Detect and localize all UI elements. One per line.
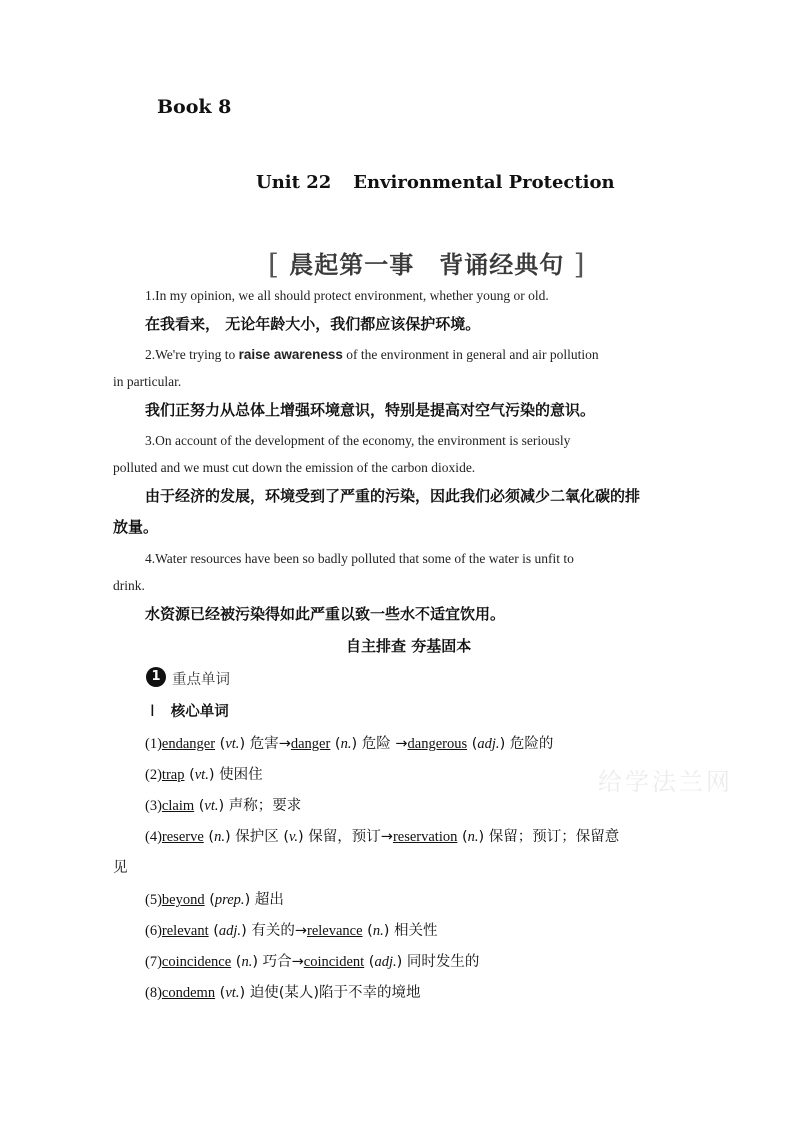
- vocab-word: claim: [161, 798, 195, 814]
- vocab-pos-2: n.: [467, 829, 479, 845]
- sentence-4-zh: 水资源已经被污染得如此严重以致一些水不适宜饮用。: [145, 605, 506, 623]
- section-title: 自主排查 夯基固本: [346, 637, 472, 655]
- unit-number: Unit 22: [256, 172, 332, 193]
- vocab-word-2: reservation: [392, 829, 458, 845]
- vocab-index: (7): [145, 954, 162, 970]
- vocab-meaning: 使困住: [219, 767, 263, 783]
- vocab-meaning: 有关的→: [251, 923, 307, 939]
- vocab-meaning: 迫使(某人)陷于不幸的境地: [249, 985, 421, 1001]
- sentence-3: [113, 427, 673, 543]
- vocab-meaning: 危害→: [249, 736, 291, 752]
- vocab-item-8: (8)condemn (vt.) 迫使(某人)陷于不幸的境地: [145, 985, 421, 1001]
- sentence-4-en-cont: drink.: [113, 578, 145, 593]
- sentence-2-en-pre: 2.We're trying to: [145, 347, 239, 362]
- vocab-item-2: (2)trap (vt.) 使困住: [145, 767, 263, 783]
- banner-bracket-open: [: [268, 248, 280, 281]
- banner-bracket-close: ]: [573, 248, 586, 281]
- sentence-4: [113, 545, 673, 630]
- vocab-pos: adj.: [218, 923, 242, 939]
- vocab-meaning-3: 危险的: [509, 736, 554, 752]
- subsection-label: 核心单词: [170, 704, 229, 720]
- sentence-2-en-post: of the environment in general and air pollution: [342, 347, 599, 362]
- vocab-item-3: (3)claim (vt.) 声称；要求: [145, 798, 302, 814]
- vocab-word-2: danger: [290, 736, 331, 752]
- badge-label: 重点单词: [172, 672, 230, 688]
- vocab-pos: n.: [214, 829, 225, 845]
- vocab-pos: vt.: [225, 985, 240, 1001]
- vocab-item-7: (7)coincidence (n.) 巧合→coincident (adj.) 同时发生的: [145, 954, 480, 970]
- sentence-3-en: 3.On account of the development of the economy, the environment is seriously: [145, 433, 571, 448]
- vocab-pos-2: n.: [372, 923, 384, 939]
- vocab-meaning-2: 危险 →: [361, 736, 408, 752]
- vocab-word-3: dangerous: [407, 736, 468, 752]
- unit-heading: [256, 172, 615, 193]
- vocab-item-4-cont: 见: [113, 860, 128, 876]
- vocab-word: relevant: [161, 923, 209, 939]
- subsection-heading: [150, 700, 229, 721]
- vocab-word-2: relevance: [307, 923, 363, 939]
- unit-title: Environmental Protection: [353, 172, 615, 193]
- vocab-item-6: (6)relevant (adj.) 有关的→relevance (n.) 相关性: [145, 923, 438, 939]
- vocab-item-1: (1)endanger (vt.) 危害→danger (n.) 危险 →dangerous (adj.) 危险的: [145, 736, 554, 752]
- sentence-3-en-cont: polluted and we must cut down the emission of the carbon dioxide.: [113, 460, 476, 475]
- sentence-2-en-cont: in particular.: [113, 374, 182, 389]
- sentence-1: [113, 282, 673, 340]
- vocab-item-5: (5)beyond (prep.) 超出: [145, 892, 284, 908]
- sentence-3-zh: 由于经济的发展，环境受到了严重的污染，因此我们必须减少二氧化碳的排: [145, 487, 641, 505]
- vocab-meaning-2: 同时发生的: [406, 954, 480, 970]
- vocab-pos-b: v.: [289, 829, 298, 845]
- subsection-numeral: Ⅰ: [150, 703, 155, 720]
- vocab-word: condemn: [161, 985, 216, 1001]
- vocab-pos: vt.: [194, 767, 209, 783]
- badge-number: 1: [146, 667, 166, 687]
- section-banner: [268, 245, 586, 280]
- vocab-item-4: (4)reserve (n.) 保护区 (v.) 保留，预订→reservation (n.) 保留；预订；保留意: [145, 829, 620, 845]
- sentence-1-zh: 在我看来， 无论年龄大小，我们都应该保护环境。: [145, 315, 481, 333]
- vocab-word: beyond: [161, 892, 205, 908]
- vocab-meaning-b: 保留，预订→: [308, 829, 393, 845]
- vocab-pos-2: n.: [340, 736, 352, 752]
- vocab-pos: n.: [241, 954, 253, 970]
- vocab-index: (8): [145, 985, 162, 1001]
- sentence-2-en-bold: raise awareness: [238, 347, 343, 362]
- vocab-pos: vt.: [225, 736, 240, 752]
- vocab-pos: prep.: [214, 892, 245, 908]
- banner-text: 晨起第一事 背诵经典句: [289, 250, 565, 279]
- vocab-meaning: 声称；要求: [228, 798, 302, 814]
- sentence-1-en: 1.In my opinion, we all should protect environment, whether young or old.: [145, 288, 549, 303]
- sentence-2-zh: 我们正努力从总体上增强环境意识，特别是提高对空气污染的意识。: [145, 401, 596, 419]
- vocab-word: coincidence: [161, 954, 232, 970]
- vocab-meaning: 保护区: [235, 829, 279, 845]
- vocab-pos-3: adj.: [477, 736, 500, 752]
- book-title: Book 8: [157, 96, 232, 118]
- sentence-4-en: 4.Water resources have been so badly polluted that some of the water is unfit to: [145, 551, 574, 566]
- vocab-index: (6): [145, 923, 162, 939]
- watermark: 给学法兰网: [598, 768, 733, 796]
- vocab-index: (2): [145, 767, 162, 783]
- vocab-index: (5): [145, 892, 162, 908]
- sentence-2-en: [113, 341, 673, 368]
- vocab-pos-2: adj.: [374, 954, 397, 970]
- vocab-index: (4): [145, 829, 162, 845]
- vocab-word: reserve: [161, 829, 204, 845]
- vocab-meaning-2: 相关性: [393, 923, 438, 939]
- vocab-word: endanger: [161, 736, 216, 752]
- sentence-3-zh-cont: 放量。: [113, 518, 159, 536]
- vocab-pos: vt.: [204, 798, 219, 814]
- vocab-word: trap: [161, 767, 185, 783]
- vocab-meaning-2: 保留；预订；保留意: [488, 829, 620, 845]
- vocab-meaning: 巧合→: [262, 954, 304, 970]
- sentence-2: [113, 341, 673, 426]
- vocab-word-2: coincident: [303, 954, 365, 970]
- vocab-index: (3): [145, 798, 162, 814]
- vocab-meaning: 超出: [254, 892, 284, 908]
- vocab-index: (1): [145, 736, 162, 752]
